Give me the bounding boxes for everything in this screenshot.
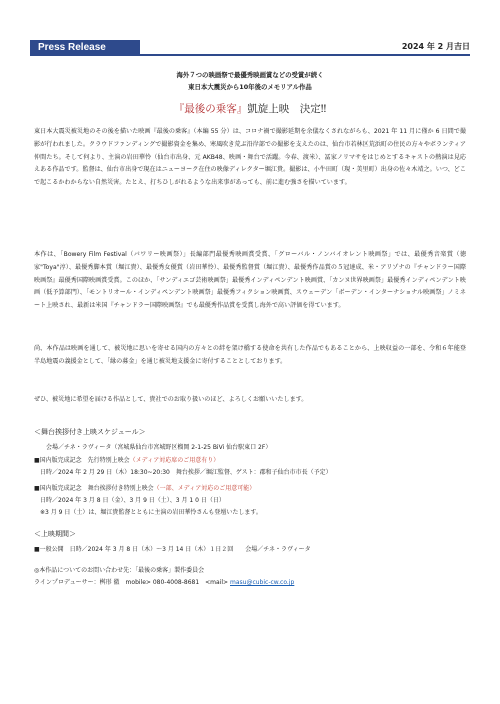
body-paragraph-1: 東日本大震災被災地のその後を描いた映画『最後の乗客』（本編 55 分）は、コロナ禍で撮影延期を余儀なくされながらも、2021 年 11 月に僅か 6 日間で撮影が行われました。クラウドファンディングで撮影資金を集め、寒風吹き荒ぶ沿岸部での撮影を支えたのは、仙台市若林区荒浜町の住民の方々やボランティア仲間たち。そして何より、主演の岩田華怜（仙台市出身、元 AKB48、映画・舞台で活躍。今春、渡米）、冨家ノリマサをはじめとするキャストの熱演は見応えある作品です。監督は、仙台市出身で現在はニューヨーク在住の映像ディレクター堀江貴。撮影は、小牛田町（現・美里町）出身の佐々木靖之。いつ、どこで起こるかわからない自然災害。たとえ、打ちひしがれるような出来事があっても、前に進む強さを描いています。	[34, 128, 466, 187]
body-paragraph-3: 尚、本作品は映画を通して、被災地に思いを寄せる国内の方々との絆を架け橋する使命を共有した作品でもあることから、上映収益の一部を、令和６年能登半島地震の義援金として、「縁の募金」を通じ被災地支援金に寄付することとしております。	[34, 345, 466, 365]
press-release-header	[30, 40, 470, 56]
film-title: 『最後の乗客』	[173, 103, 248, 115]
event-2-title: ■国内版完成記念 舞台挨拶付き特別上映会	[34, 485, 154, 492]
body-paragraph-4: ぜひ、被災地に希望を届ける作品として、貴社でのお取り扱いのほど、よろしくお願いいたします。	[34, 396, 308, 403]
contact-line-2	[34, 578, 474, 587]
subtitle-line-2: 東日本大震災から10年後のメモリアル作品	[188, 83, 312, 91]
schedule-venue: 会場／チネ・ラヴィータ（宮城県仙台市宮城野区榴岡 2-1-25 BiVi 仙台駅東口 2F）	[46, 444, 272, 451]
schedule-title: ＜舞台挨拶付き上映スケジュール＞	[34, 428, 146, 436]
event-2-extra: ※3 月 9 日（土）は、堀江貴監督とともに主演の岩田華怜さんも登壇いたします。	[40, 509, 262, 516]
press-release-badge: Press Release	[30, 40, 140, 55]
event-1-title: ■国内版完成記念 先行特別上映会	[34, 457, 130, 464]
period-detail: ■一般公開 日時／2024 年 3 月 8 日（木）～3 月 14 日（木）１日２回 会場／チネ・ラヴィータ	[34, 546, 311, 553]
period-title: ＜上映期間＞	[34, 530, 76, 538]
body-paragraph-2: 本作は、「Bowery Film Festival（バワリー映画祭）」長編部門最優秀映画賞受賞、「グローバル・ノンバイオレント映画祭」では、最優秀音楽賞（徳家"Toya"淳）、最優秀脚本賞（堀江貴）、最優秀女優賞（岩田華怜）、最優秀監督賞（堀江貴）、最優秀作品賞の５冠達成、米・アリゾナの『チャンドラー国際映画祭』最優秀国際映画賞受賞。このほか、「サンディエゴ芸術映画祭」最優秀インディペンデント映画賞、「カンヌ世界映画祭」最優秀インディペンデント映画（低予算部門）、「モントリオール・インディペンデント映画祭」最優秀フィクション映画賞、スウェーデン「ボーデン・インターナショナル映画祭」ノミネート上映され、最新は米国『チャンドラー国際映画祭』でも最優秀作品賞を受賞し海外で高い評価を得ています。	[34, 251, 466, 310]
title-suffix: 凱旋上映 決定‼	[247, 103, 327, 115]
contact-email-link[interactable]: masu@cubic-cw.co.jp	[230, 579, 295, 586]
event-2-detail: 日時／2024 年 3 月 8 日（金）、3 月 9 日（土）、3 月 1 0 日（日）	[40, 497, 225, 504]
contact-producer: ラインプロデューサー：桝形 徹 mobile> 080-4008-8681 <mail>	[34, 579, 229, 586]
release-date: 2024 年 2 月吉日	[401, 42, 470, 51]
contact-line-1: ◎本作品についてのお問い合わせ先：「最後の乗客」製作委員会	[34, 567, 205, 574]
event-1-heading	[34, 456, 474, 465]
event-1-note: （メディア対応席のご用意有り）	[129, 457, 220, 464]
event-1-detail: 日時／2024 年 2 月 29 日（木）18:30~20:30 舞台挨拶／堀江監督、ゲスト：郡和子仙台市市長（予定）	[40, 469, 332, 476]
page-title	[0, 101, 500, 116]
event-2-note: （一部、メディア対応のご用意可能）	[153, 485, 256, 492]
subtitle-line-1: 海外７つの映画祭で最優秀映画賞などの受賞が続く	[176, 71, 324, 79]
event-2-heading	[34, 484, 474, 493]
